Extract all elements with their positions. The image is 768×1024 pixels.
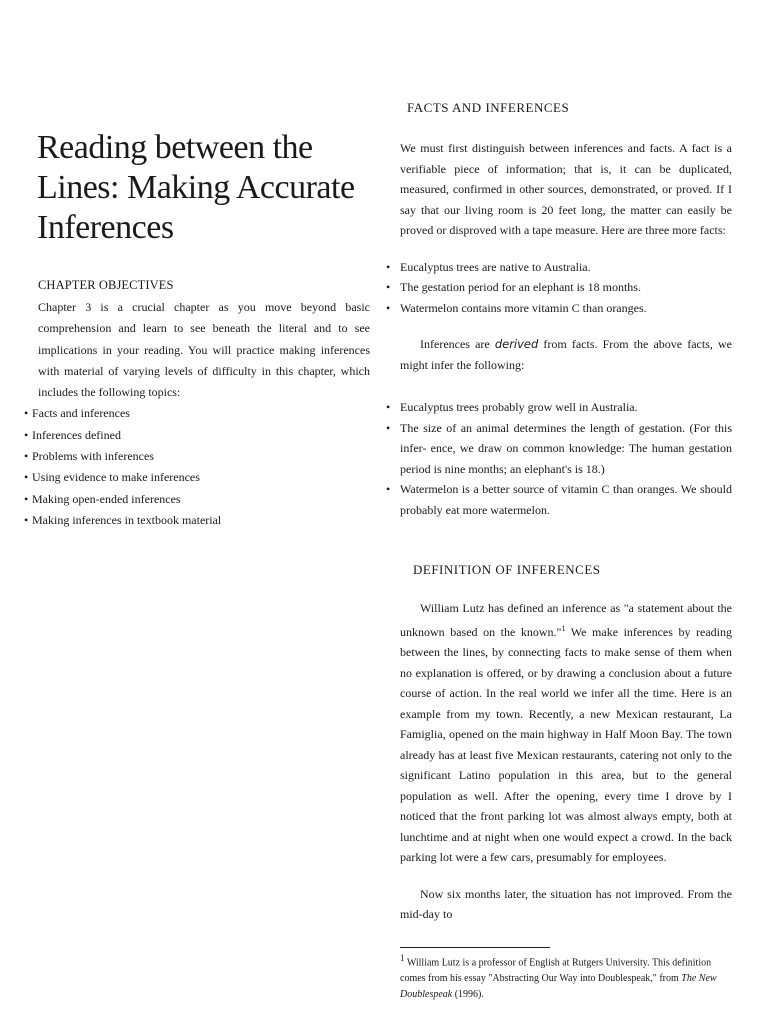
list-item: • Inferences defined <box>24 425 370 446</box>
list-item: • Watermelon contains more vitamin C than oranges. <box>386 298 732 319</box>
facts-list <box>386 257 732 319</box>
six-months-paragraph: Now six months later, the situation has not improved. From the mid-day to <box>400 886 732 921</box>
bullet-icon: • <box>386 280 391 294</box>
list-item: • Eucalyptus trees probably grow well in Australia. <box>386 397 732 418</box>
footnote-ref: 1 <box>561 623 566 633</box>
derived-paragraph: Inferences are derived from facts. From the above facts, we might infer the following: <box>400 337 732 372</box>
footnote: $^1$ William Lutz is a professor of English at Rutgers University. This definition comes from his essay "Abstracting Our Way into Doublespeak," from The New Doublespeak (1996). <box>400 952 717 1000</box>
list-item: • Making inferences in textbook material <box>24 510 370 531</box>
list-item: • Using evidence to make inferences <box>24 467 370 488</box>
inferences-list <box>386 397 732 520</box>
bullet-icon: • <box>24 491 29 506</box>
derived-word: derived <box>494 337 539 351</box>
facts-heading: FACTS AND INFERENCES <box>407 100 570 115</box>
bullet-icon: • <box>24 449 29 464</box>
bullet-icon: • <box>386 420 391 435</box>
intro-paragraph: Chapter 3 is a crucial chapter as you move beyond basic comprehension and learn to see beneath the literal and to see implications in your reading. You will practice making inferences with material of varying levels of difficulty in this chapter, which includes the following topics: <box>38 300 370 400</box>
list-item: • The size of an animal determines the length of gestation. (For this infer- ence, we draw on common knowledge: The human gestation period is nine months; an elephant's is 18.) <box>386 418 732 480</box>
bullet-icon: • <box>24 470 29 485</box>
bullet-icon: • <box>24 406 29 421</box>
list-item: • Eucalyptus trees are native to Australia. <box>386 257 732 278</box>
footnote-divider <box>400 947 550 948</box>
topic-list <box>24 403 370 531</box>
right-column <box>386 100 732 1003</box>
list-item: • Watermelon is a better source of vitamin C than oranges. We should probably eat more watermelon. <box>386 479 732 520</box>
bullet-icon: • <box>386 482 391 496</box>
list-item: • Making open-ended inferences <box>24 489 370 510</box>
list-item: • Facts and inferences <box>24 403 370 424</box>
bullet-icon: • <box>386 300 391 315</box>
footnote-number: 1 <box>400 952 405 963</box>
bullet-icon: • <box>386 259 391 274</box>
facts-paragraph: We must first distinguish between inferences and facts. A fact is a verifiable piece of information; that is, it can be duplicated, measured, confirmed in other sources, demonstrated, or proved. If I say that our living room is 20 feet long, the matter can easily be proved or disproved with a tape measure. Here are three more facts: <box>400 141 732 237</box>
list-item: • The gestation period for an elephant is 18 months. <box>386 277 732 298</box>
bullet-icon: • <box>386 400 391 414</box>
bullet-icon: • <box>24 427 29 442</box>
bullet-icon: • <box>24 512 29 527</box>
left-column <box>24 128 370 531</box>
footnote-book-title: The New Doublespeak <box>400 972 717 1000</box>
definition-heading: DEFINITION OF INFERENCES <box>413 562 601 577</box>
chapter-title: Reading between the Lines: Making Accurate Inferences <box>37 129 355 246</box>
lutz-paragraph: William Lutz has defined an inference as "a statement about the unknown based on the known."$^1$ We make inferences by reading between the lines, by connecting facts to make sense of them when no explanation is offered, or by drawing a conclusion about a future course of action. In the real world we infer all the time. Here is an example from my town. Recently, a new Mexican restaurant, La Famiglia, opened on the main highway in Half Moon Bay. The town already has at least five Mexican restaurants, catering not only to the significant Latino population in this area, but to the general population as well. After the opening, every time I drove by I noticed that the front parking lot was almost always empty, both at lunchtime and at night when one would expect a crowd. In the back parking lot were a few cars, presumably for employees. <box>400 601 732 864</box>
list-item: • Problems with inferences <box>24 446 370 467</box>
objectives-heading: CHAPTER OBJECTIVES <box>38 278 174 292</box>
